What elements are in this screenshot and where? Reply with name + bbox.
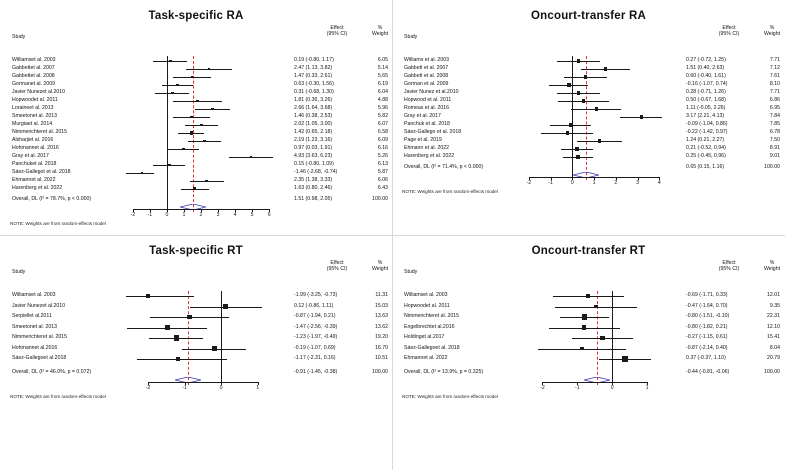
study-label: Williamset al. 2003 [404,292,448,298]
effect-marker [176,357,180,361]
x-axis-tick-label: 1 [645,384,649,391]
effect-marker [582,325,586,329]
x-axis-tick-label: 1 [592,180,596,186]
pooled-diamond [584,370,610,388]
study-label: Gabbettet al. 2008 [12,73,55,79]
weight-value: 13.63 [375,313,388,319]
effect-marker [250,156,253,159]
effect-marker [580,347,583,350]
weight-value: 9.01 [769,153,780,159]
overall-label: Overall, DL (I² = 13.9%, p = 0.325) [404,368,484,375]
overall-weight-value: 100.00 [764,164,780,170]
effect-value: -1.46 (-2.68, -0.74) [294,169,338,175]
weight-value: 6.86 [769,97,780,103]
effect-marker [165,325,170,330]
weight-value: 5.82 [377,113,388,119]
forest-header [400,259,781,283]
study-label: Murgiaet al. 2014 [12,121,53,127]
weight-value: 8.91 [769,145,780,151]
study-label: Gabbett et al. 2007 [404,65,449,71]
x-axis-tick-label: -2 [130,212,136,218]
x-axis-tick-label: -2 [145,384,151,391]
forest-header [8,259,389,283]
effect-value: 2.47 (1.13, 3.82) [294,65,333,71]
panel-oncourt-transfer-rt [392,235,785,470]
effect-marker [168,164,171,167]
effect-marker [190,116,193,119]
forest-header [400,24,781,48]
effect-value: 0.60 (-0.40, 1.61) [686,73,726,79]
x-axis-tick-label: 0 [570,180,574,186]
effect-marker [190,131,193,134]
effect-value: 1.63 (0.80, 2.46) [294,185,333,191]
weight-value: 20.79 [767,355,780,361]
study-label: Williams et al. 2003 [404,57,449,63]
x-axis-tick-label: 2 [199,212,203,218]
overall-label: Overall, DL (I² = 71.4%, p < 0.000) [404,164,484,170]
x-axis-tick-label: 1 [256,384,260,391]
effect-value: -0.87 (-2.14, 0.40) [686,344,728,351]
overall-weight-value: 100.00 [372,368,388,375]
forest-plot-area [8,259,389,399]
study-label: Page et al. 2019 [404,137,442,143]
effect-marker [604,67,607,70]
confidence-interval [126,296,194,297]
plot-note: NOTE: Weights are from random-effects model [10,221,106,226]
study-label: Williamset al. 2003 [12,57,56,63]
effect-marker [182,148,185,151]
study-label: Hopwoodet al. 2011 [404,302,450,309]
weight-value: 7.50 [769,137,780,143]
confidence-interval [137,359,227,360]
x-axis-tick-label: -1 [182,384,187,391]
effect-value: 0.12 (-0.86, 1.11) [294,302,334,309]
effect-value: 0.15 (-0.80, 1.09) [294,161,334,167]
effect-marker [141,172,144,175]
null-effect-line [572,56,573,180]
overall-effect-value: -0.44 (-0.81, -0.06) [686,368,730,375]
study-label: Panchuk et al. 2018 [404,121,450,127]
weight-value: 6.06 [377,177,388,183]
x-axis-tick-label: 0 [219,384,223,391]
forest-header [8,24,389,48]
x-axis-tick-label: 4 [657,180,661,186]
header-weight: % Weight [371,260,389,272]
study-label: Nimmerichteret al. 2015 [12,129,68,135]
effect-marker [584,75,587,78]
effect-marker [191,76,194,79]
x-axis-tick-label: -1 [548,180,553,186]
panel-title: Task-specific RA [148,10,244,22]
weight-value: 6.09 [377,137,388,143]
weight-value: 6.04 [377,89,388,95]
x-axis-tick-label: 6 [267,212,271,218]
effect-value: 0.31 (-0.68, 1.30) [294,89,334,95]
effect-marker [582,99,585,102]
effect-value: 1.42 (0.65, 2.18) [294,129,333,135]
weight-value: 7.85 [769,121,780,127]
study-label: Holdinget al.2017 [404,334,445,340]
study-label: Sáez-Gallegoet al. 2018 [404,344,460,351]
weight-value: 6.95 [769,105,780,111]
study-label: Smeetonet al. 2013 [12,323,57,330]
weight-value: 5.96 [377,105,388,111]
x-axis-tick-label: 0 [610,384,614,391]
effect-marker [598,139,601,142]
header-effect: Effect (95% CI) [326,25,348,37]
weight-value: 9.35 [769,302,780,309]
effect-marker [576,155,580,159]
effect-value: 1.47 (0.33, 2.61) [294,73,333,79]
x-axis-tick-label: 3 [216,212,220,218]
study-label: Harenberg et al. 2022 [404,153,455,159]
overall-label: Overall, DL (I² = 78.7%, p < 0.000) [12,196,92,202]
effect-marker [600,336,605,341]
effect-marker [594,305,598,309]
effect-value: 2.35 (1.38, 3.33) [294,177,333,183]
effect-marker [176,84,179,87]
x-axis-tick-label: 1 [182,212,186,218]
overall-weight-value: 100.00 [764,368,780,375]
effect-value: 3.17 (2.21, 4.13) [686,113,725,119]
effect-value: -0.87 (-1.94, 0.21) [294,313,336,319]
weight-value: 16.70 [375,344,388,351]
effect-marker [212,346,217,351]
weight-value: 11.31 [375,292,388,298]
effect-value: 0.63 (-0.30, 1.56) [294,81,334,87]
weight-value: 8.10 [769,81,780,87]
effect-value: -1.23 (-1.97, -0.49) [294,334,338,340]
weight-value: 6.43 [377,185,388,191]
effect-value: -0.16 (-1.07, 0.74) [686,81,728,87]
weight-value: 4.88 [377,97,388,103]
panel-oncourt-transfer-ra [392,0,785,235]
study-label: Gray et al. 2017 [404,113,441,119]
effect-value: -0.27 (-1.15, 0.61) [686,334,728,340]
study-label: Sáez-Gallego et al. 2018 [404,129,462,135]
null-effect-line [221,291,222,385]
plot-note: NOTE: Weights are from random-effects model [402,189,498,194]
study-label: Romeas et al. 2016 [404,105,449,111]
effect-marker [146,294,150,298]
effect-marker [196,100,199,103]
effect-marker [187,315,192,320]
effect-marker [577,59,580,62]
effect-value: 0.21 (-0.52, 0.94) [686,145,726,151]
effect-marker [203,140,206,143]
weight-value: 6.07 [377,121,388,127]
effect-value: -0.69 (-1.71, 0.33) [686,292,728,298]
study-label: Hopwood et al. 2011 [404,97,452,103]
panel-task-specific-ra [0,0,392,235]
weight-value: 6.13 [377,161,388,167]
header-effect: Effect (95% CI) [718,260,740,272]
overall-effect-value: 1.51 (0.98, 2.05) [294,196,333,202]
x-axis-tick-label: -2 [540,384,545,391]
effect-marker [208,68,211,71]
weight-value: 7.61 [769,73,780,79]
overall-label: Overall, DL (I² = 46.0%, p = 0.072) [12,368,92,375]
panel-title: Oncourt-transfer RT [531,245,646,257]
header-effect: Effect (95% CI) [718,25,740,37]
weight-value: 15.03 [375,302,388,309]
effect-value: 1.51 (0.40, 2.63) [686,65,725,71]
effect-marker [169,60,172,63]
header-weight: % Weight [763,25,781,37]
overall-effect-value: 0.65 (0.15, 1.16) [686,164,725,170]
x-axis-tick-label: -1 [147,212,153,218]
effect-value: 1.81 (0.36, 3.26) [294,97,333,103]
effect-value: 0.50 (-0.67, 1.68) [686,97,726,103]
effect-value: -1.47 (-2.56, -0.39) [294,323,338,330]
effect-value: 0.25 (-0.45, 0.96) [686,153,726,159]
effect-value: -1.99 (-3.25, -0.73) [294,292,338,298]
effect-value: 1.46 (0.38, 2.53) [294,113,333,119]
study-label: Williamset al. 2003 [12,292,56,298]
effect-value: -0.22 (-1.42, 0.97) [686,129,728,135]
study-label: Gabbettet al. 2007 [12,65,55,71]
weight-value: 6.05 [377,57,388,63]
effect-value: 4.93 (3.63, 6.23) [294,153,333,159]
x-axis-tick-label: -1 [574,384,580,391]
weight-value: 7.12 [769,65,780,71]
effect-marker [569,123,572,126]
study-label: Hohmannet al.2016 [12,344,58,351]
effect-marker [200,124,203,127]
forest-plot-area [400,24,781,194]
x-axis-tick-label: 0 [165,212,169,218]
x-axis-tick-label: 5 [250,212,254,218]
weight-value: 7.84 [769,113,780,119]
effect-value: -0.19 (-1.07, 0.69) [294,344,336,351]
header-weight: % Weight [763,260,781,272]
effect-marker [566,131,569,134]
effect-marker [640,115,643,118]
effect-marker [193,187,196,190]
pooled-diamond [175,370,201,388]
study-label: Loraineet al. 2013 [12,105,54,111]
effect-marker [586,294,590,298]
effect-value: -0.47 (-1.64, 0.70) [686,302,728,309]
study-label: Sáez-Gallegot et al. 2018 [12,169,71,175]
weight-value: 6.78 [769,129,780,135]
weight-value: 6.16 [377,145,388,151]
overall-effect-value: -0.91 (-1.45, -0.38) [294,368,338,375]
weight-value: 12.01 [767,292,780,298]
study-label: Sáez-Gallegoet al.2018 [12,355,67,361]
header-weight: % Weight [371,25,389,37]
null-effect-line [167,56,168,212]
effect-marker [622,356,627,361]
effect-marker [211,108,214,111]
effect-value: -0.80 (-1.51, -0.10) [686,313,730,319]
header-study: Study [12,269,26,275]
plot-note: NOTE: Weights are from random-effects model [10,393,106,399]
panel-title: Task-specific RT [149,245,243,257]
effect-value: 0.37 (-0.37, 1.10) [686,355,726,361]
study-label: Ehmann et al. 2022 [404,145,449,151]
header-effect: Effect (95% CI) [326,260,348,272]
weight-value: 22.31 [767,313,780,319]
effect-value: 0.97 (0.03, 1.91) [294,145,333,151]
effect-marker [205,180,208,183]
study-label: Javier Nunez et al.2010 [404,89,459,95]
panel-task-specific-rt [0,235,392,470]
header-study: Study [404,34,418,40]
study-label: Panchuket al. 2018 [12,161,57,167]
weight-value: 5.26 [377,153,388,159]
study-label: Smeetonet al. 2013 [12,113,57,119]
weight-value: 12.10 [767,323,780,330]
study-label: Hohmannet al. 2016 [12,145,59,151]
effect-marker [223,304,228,309]
x-axis [542,382,647,383]
study-label: Harenberg et al. 2022 [12,185,63,191]
effect-value: 0.28 (-0.71, 1.26) [686,89,726,95]
study-label: Gorman et al. 2009 [404,81,449,87]
study-label: Alsharjiet al. 2016 [12,137,54,143]
x-axis [148,382,258,383]
weight-value: 5.65 [377,73,388,79]
effect-marker [595,107,598,110]
weight-value: 10.51 [375,355,388,361]
plot-note: NOTE: Weights are from random-effects model [402,393,498,399]
effect-value: 0.19 (-0.80, 1.17) [294,57,334,63]
weight-value: 8.04 [769,344,780,351]
study-label: Nimmerichteret al. 2015 [12,334,68,340]
weight-value: 6.58 [377,129,388,135]
study-label: Javier Nunezet al.2010 [12,302,66,309]
effect-value: 1.24 (0.21, 2.27) [686,137,725,143]
weight-value: 5.87 [377,169,388,175]
effect-value: 2.19 (1.23, 3.16) [294,137,333,143]
overall-weight-value: 100.00 [372,196,388,202]
effect-value: -0.80 (-1.82, 0.21) [686,323,728,330]
study-label: Engelbrechtet al.2016 [404,323,455,330]
panel-title: Oncourt-transfer RA [531,10,646,22]
effect-value: -0.09 (-1.04, 0.86) [686,121,728,127]
weight-value: 5.14 [377,65,388,71]
study-label: Gabbett et al. 2008 [404,73,449,79]
header-study: Study [12,34,26,40]
weight-value: 19.20 [375,334,388,340]
effect-value: 2.02 (1.05, 3.00) [294,121,333,127]
header-study: Study [404,269,418,275]
x-axis-tick-label: -2 [526,180,532,186]
study-label: Javier Nunezet al.2010 [12,89,66,95]
effect-marker [577,91,580,94]
effect-marker [567,83,570,86]
effect-value: 2.66 (1.64, 3.68) [294,105,333,111]
effect-value: -1.17 (-2.31, 0.16) [294,355,336,361]
study-label: Serpiellet al.2011 [12,313,52,319]
x-axis-tick-label: 2 [614,180,618,186]
weight-value: 6.19 [377,81,388,87]
study-label: Hopwoodet al. 2011 [12,97,58,103]
study-label: Gormanet al. 2009 [12,81,55,87]
weight-value: 15.41 [767,334,780,340]
effect-value: 0.27 (-0.72, 1.25) [686,57,726,63]
effect-marker [582,314,587,319]
weight-value: 7.71 [769,57,780,63]
study-label: Nimmerichteret al. 2015 [404,313,460,319]
forest-plot-area [400,259,781,399]
x-axis-tick-label: 3 [636,180,640,186]
effect-marker [171,92,174,95]
study-label: Ehmannet al. 2022 [12,177,56,183]
effect-value: 1.11 (-0.05, 2.26) [686,105,726,111]
x-axis-tick-label: 4 [233,212,237,218]
effect-marker [174,335,179,340]
weight-value: 13.62 [375,323,388,330]
forest-plot-area [8,24,389,226]
effect-marker [575,147,579,151]
study-label: Gray et al. 2017 [12,153,49,159]
study-label: Ehmannet al. 2022 [404,355,448,361]
weight-value: 7.71 [769,89,780,95]
